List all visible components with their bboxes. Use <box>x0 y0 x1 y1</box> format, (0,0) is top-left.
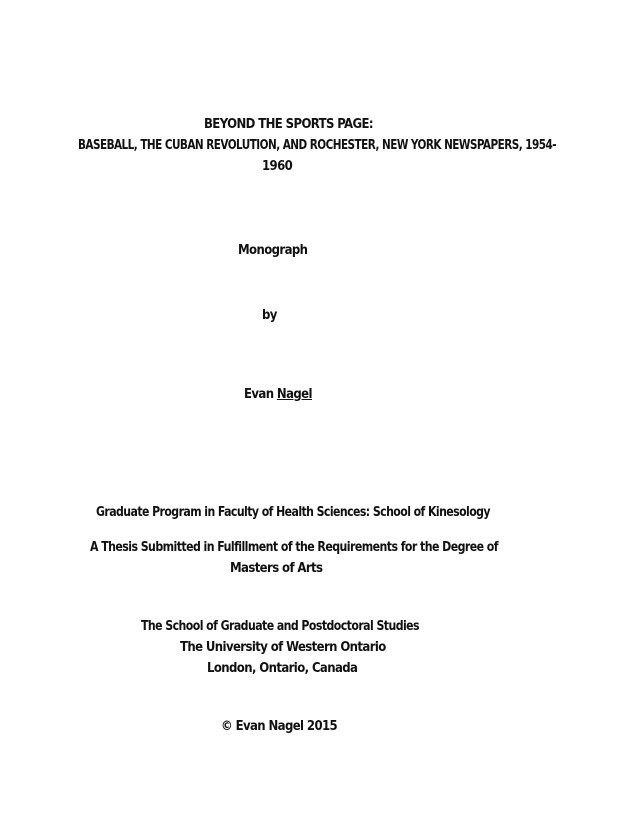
title-line-3: 1960 <box>262 159 293 174</box>
author-name <box>244 386 312 403</box>
program-line: Graduate Program in Faculty of Health Sciences: School of Kinesology <box>96 505 490 520</box>
title-line-1: BEYOND THE SPORTS PAGE: <box>204 117 373 132</box>
author-last-name: Nagel <box>276 387 312 402</box>
institution-line-1: The School of Graduate and Postdoctoral Studies <box>141 619 419 634</box>
title-line-2: BASEBALL, THE CUBAN REVOLUTION, AND ROCHESTER, NEW YORK NEWSPAPERS, 1954- <box>78 138 556 153</box>
author-first-name: Evan <box>244 387 274 402</box>
document-type: Monograph <box>238 243 308 258</box>
institution-line-3: London, Ontario, Canada <box>207 661 358 676</box>
by-label: by <box>262 308 277 323</box>
copyright-line: © Evan Nagel 2015 <box>221 719 338 734</box>
degree-line: Masters of Arts <box>230 561 323 576</box>
thesis-line-1: A Thesis Submitted in Fulfillment of the Requirements for the Degree of <box>90 540 498 555</box>
institution-line-2: The University of Western Ontario <box>180 640 386 655</box>
